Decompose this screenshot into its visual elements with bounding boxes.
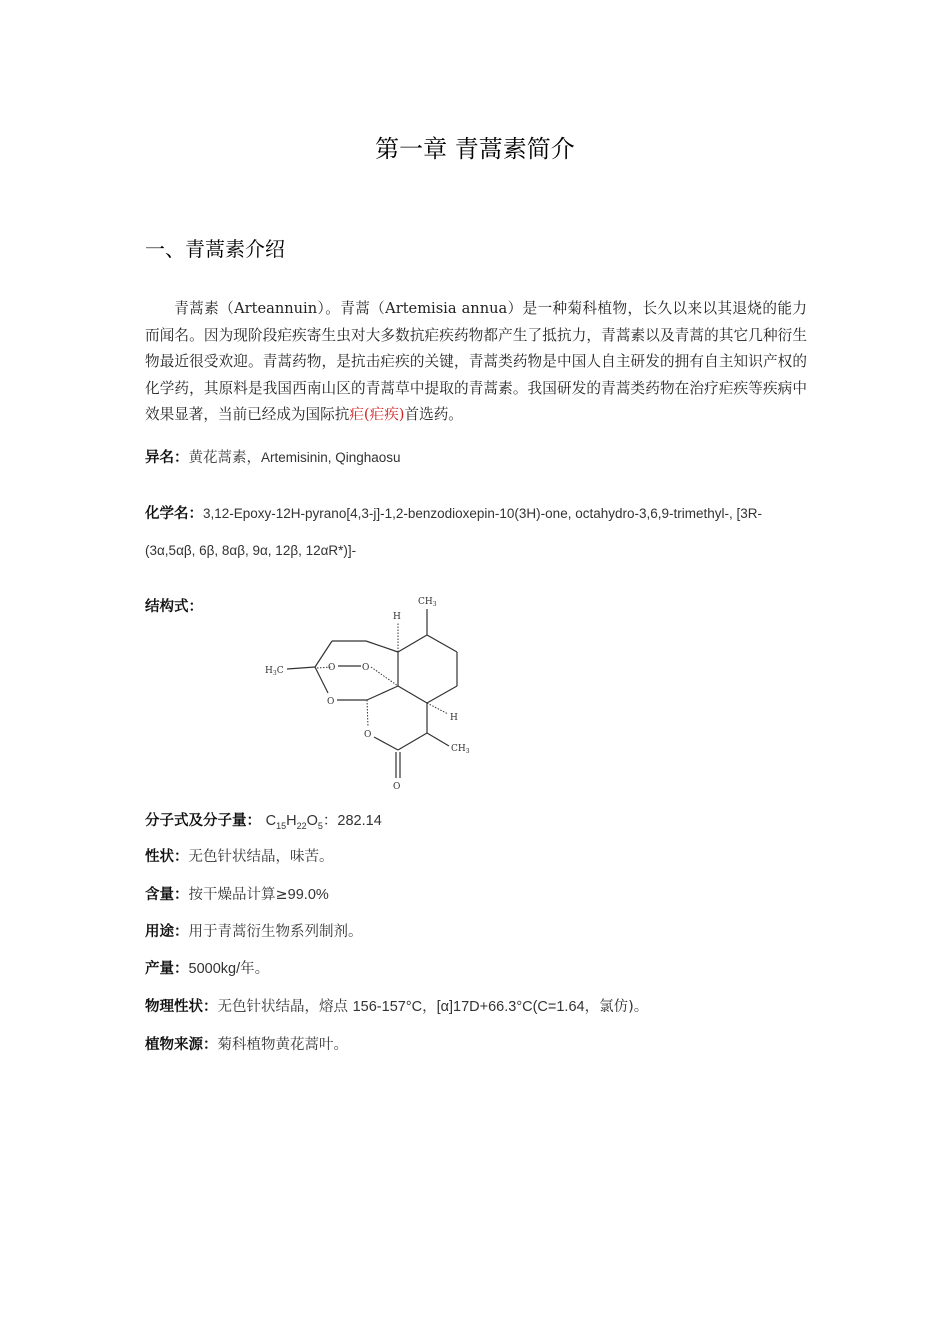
atom-o-carbonyl: O xyxy=(393,782,401,792)
chemical-name-field xyxy=(145,503,762,525)
section-heading: 一、青蒿素介绍 xyxy=(145,237,285,261)
structure-diagram xyxy=(258,590,478,800)
source-field xyxy=(145,1034,348,1056)
atom-o-peroxide-2: O xyxy=(362,663,370,673)
usage-value: 用于青蒿衍生物系列制剂。 xyxy=(188,924,363,940)
alias-label: 异名： xyxy=(145,450,189,466)
physical-field xyxy=(145,996,648,1018)
structure-bonds xyxy=(287,609,457,778)
source-label: 植物来源： xyxy=(145,1037,218,1053)
content-value-num: 99.0% xyxy=(287,887,329,903)
content-value-cn: 按干燥品计算≥ xyxy=(188,887,288,903)
appearance-value: 无色针状结晶，味苦。 xyxy=(188,849,334,865)
physical-value-num: 156-157°C，[α]17D+66.3°C(C=1.64， xyxy=(352,999,600,1015)
atom-ch3-right: $CH_3$ xyxy=(451,744,470,755)
chemical-name-line2: (3α,5αβ, 6β, 8αβ, 9α, 12β, 12αR*)]- xyxy=(145,543,357,558)
usage-label: 用途： xyxy=(145,924,189,940)
atom-h3c-left: $H_3C$ xyxy=(265,666,284,677)
structure-label-field xyxy=(145,596,203,618)
output-value-num: 5000kg/ xyxy=(188,961,241,977)
intro-text: 青蒿素（Arteannuin）。青蒿（Artemisia annua）是一种菊科植物，长久以来以其退烧的能力而闻名。因为现阶段疟疾寄生虫对大多数抗疟疾药物都产生了抵抗力，青蒿素以及青蒿的其它几种衍生物最近很受欢迎。青蒿药物，是抗击疟疾的关键，青蒿类药物是中国人自主研发的拥有自主知识产权的化学药，其原料是我国西南山区的青蒿草中提取的青蒿素。我国研发的青蒿类药物在治疗疟疾等疾病中效果显著，当前已经成为国际抗 xyxy=(145,300,807,424)
appearance-label: 性状： xyxy=(145,849,189,865)
formula-value: $C_{15}H_{22}O_5$：282.14 xyxy=(265,813,382,831)
alias-value-cn: 黄花蒿素， xyxy=(188,450,261,466)
usage-field xyxy=(145,921,363,943)
alias-value-latin: Artemisinin, Qinghaosu xyxy=(261,450,401,465)
atom-h-top: H xyxy=(393,612,401,622)
alias-field xyxy=(145,447,401,469)
structure-hashed-bonds xyxy=(317,622,448,727)
physical-value-cn2: 氯仿)。 xyxy=(599,999,649,1015)
atom-o-ether: O xyxy=(327,697,335,707)
artemisinin-structure-svg xyxy=(258,590,478,800)
chemical-name-line1: 3,12-Epoxy-12H-pyrano[4,3-j]-1,2-benzodioxepin-10(3H)-one, octahydro-3,6,9-trimethyl-, [3R- xyxy=(203,506,763,521)
intro-paragraph xyxy=(145,296,807,429)
atom-h-right: H xyxy=(450,713,458,723)
chapter-title: 第一章 青蒿素简介 xyxy=(375,135,575,163)
source-value: 菊科植物黄花蒿叶。 xyxy=(217,1037,348,1053)
physical-label: 物理性状： xyxy=(145,999,218,1015)
formula-label: 分子式及分子量： xyxy=(145,813,261,829)
atom-ch3-top: $CH_3$ xyxy=(418,597,437,608)
atom-o-peroxide-1: O xyxy=(328,663,336,673)
chemical-name-label: 化学名： xyxy=(145,506,203,522)
intro-text-end: 首选药。 xyxy=(404,406,463,424)
content-field xyxy=(145,884,329,906)
output-label: 产量： xyxy=(145,961,189,977)
physical-value-cn1: 无色针状结晶，熔点 xyxy=(217,999,353,1015)
intro-highlight: 疟(疟疾) xyxy=(349,406,405,424)
output-value-cn: 年。 xyxy=(240,961,270,977)
output-field xyxy=(145,958,269,980)
appearance-field xyxy=(145,846,334,868)
formula-field xyxy=(145,810,382,837)
structure-label: 结构式： xyxy=(145,599,203,615)
atom-o-lactone: O xyxy=(364,730,372,740)
structure-atom-labels xyxy=(265,597,470,792)
content-label: 含量： xyxy=(145,887,189,903)
